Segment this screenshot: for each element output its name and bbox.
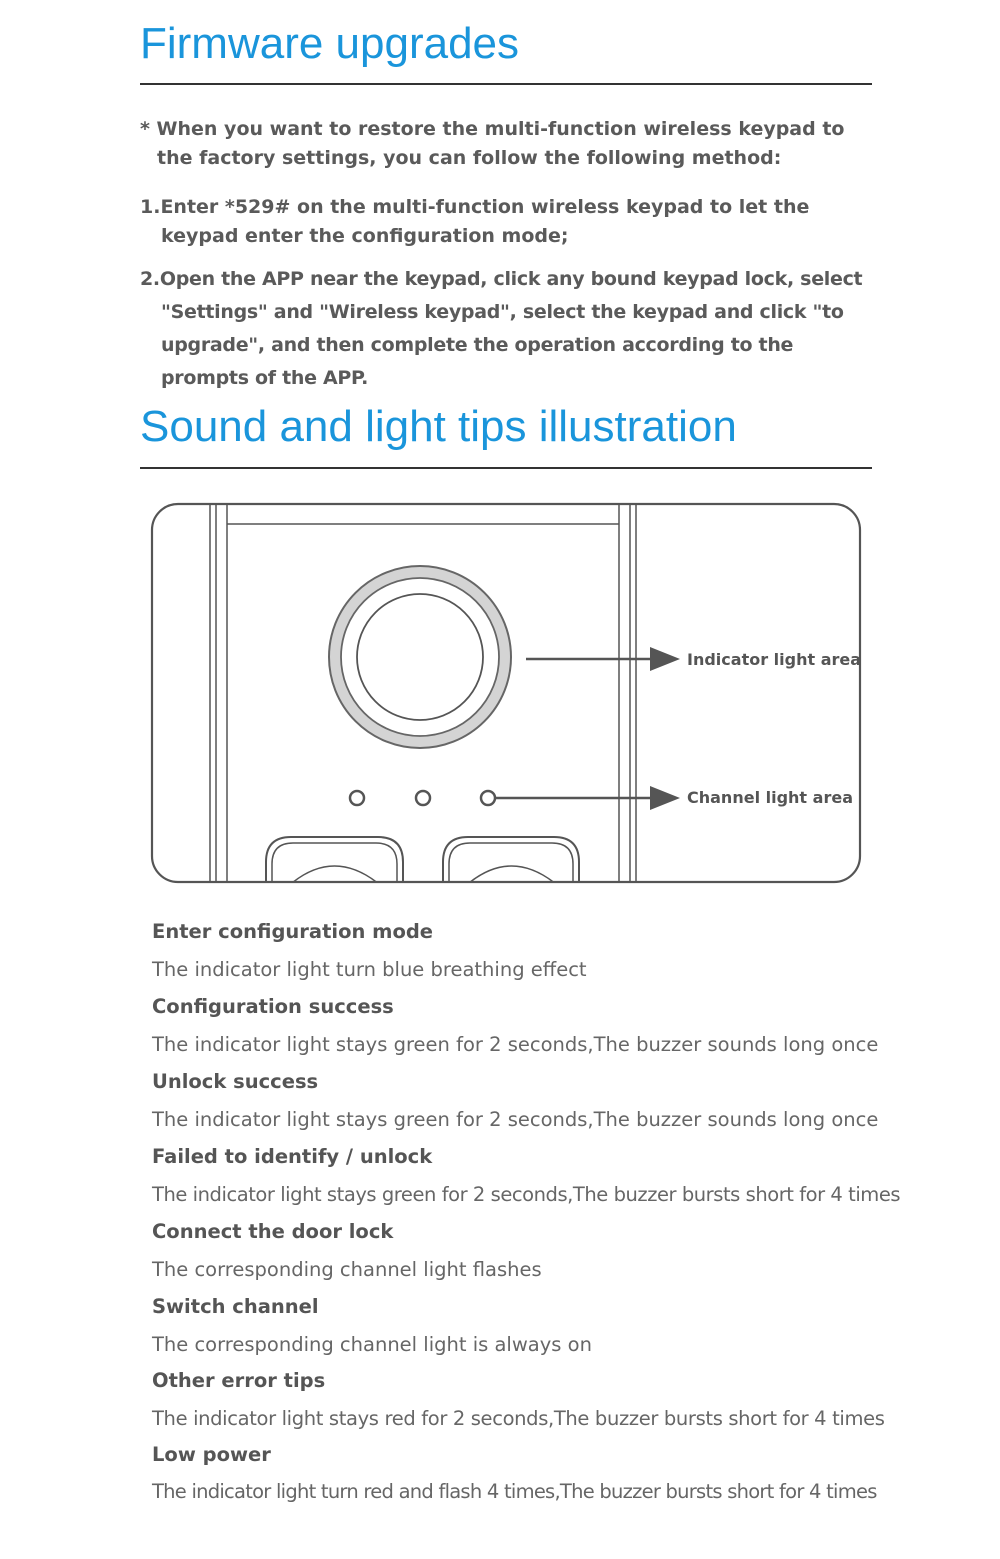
firmware-title-rule — [140, 83, 872, 85]
tip-title-failed-identify: Failed to identify / unlock — [152, 1145, 433, 1168]
channel-light-1 — [350, 791, 364, 805]
tip-desc-failed-identify: The indicator light stays green for 2 seconds,The buzzer bursts short for 4 times — [152, 1183, 901, 1206]
channel-light-2 — [416, 791, 430, 805]
tip-title-connect-lock: Connect the door lock — [152, 1220, 394, 1243]
tip-title-enter-config: Enter configuration mode — [152, 920, 434, 943]
channel-light-3 — [481, 791, 495, 805]
tip-desc-enter-config: The indicator light turn blue breathing effect — [152, 958, 587, 981]
channel-light-label: Channel light area — [687, 788, 853, 807]
tip-desc-config-success: The indicator light stays green for 2 seconds,The buzzer sounds long once — [152, 1033, 879, 1056]
tip-title-switch-channel: Switch channel — [152, 1295, 319, 1318]
step-2: 2.Open the APP near the keypad, click any bound keypad lock, select "Settings" and "Wireless keypad", select the keypad and click "to upgrade", and then complete the operation according to the prompts of the APP. — [140, 268, 863, 389]
tip-desc-switch-channel: The corresponding channel light is always on — [152, 1333, 592, 1356]
sound-light-title-rule — [140, 467, 872, 469]
indicator-light-ring — [329, 566, 511, 748]
keypad-outline — [152, 504, 860, 882]
tip-title-low-power: Low power — [152, 1443, 271, 1466]
tip-title-other-error: Other error tips — [152, 1369, 326, 1392]
indicator-light-label: Indicator light area — [687, 650, 862, 669]
step-1: 1.Enter *529# on the multi-function wireless keypad to let the keypad enter the configuration mode; — [140, 196, 810, 247]
tip-desc-connect-lock: The corresponding channel light flashes — [152, 1258, 542, 1281]
tip-desc-unlock-success: The indicator light stays green for 2 seconds,The buzzer sounds long once — [152, 1108, 879, 1131]
tip-desc-other-error: The indicator light stays red for 2 seconds,The buzzer bursts short for 4 times — [152, 1407, 885, 1430]
sound-light-title: Sound and light tips illustration — [140, 402, 737, 451]
factory-reset-note: * When you want to restore the multi-function wireless keypad to the factory settings, you can follow the following method: — [140, 118, 845, 169]
tip-title-config-success: Configuration success — [152, 995, 394, 1018]
keypad-diagram — [148, 500, 864, 888]
tip-title-unlock-success: Unlock success — [152, 1070, 319, 1093]
tip-desc-low-power: The indicator light turn red and flash 4 times,The buzzer bursts short for 4 times — [152, 1480, 877, 1503]
firmware-title: Firmware upgrades — [140, 19, 520, 68]
